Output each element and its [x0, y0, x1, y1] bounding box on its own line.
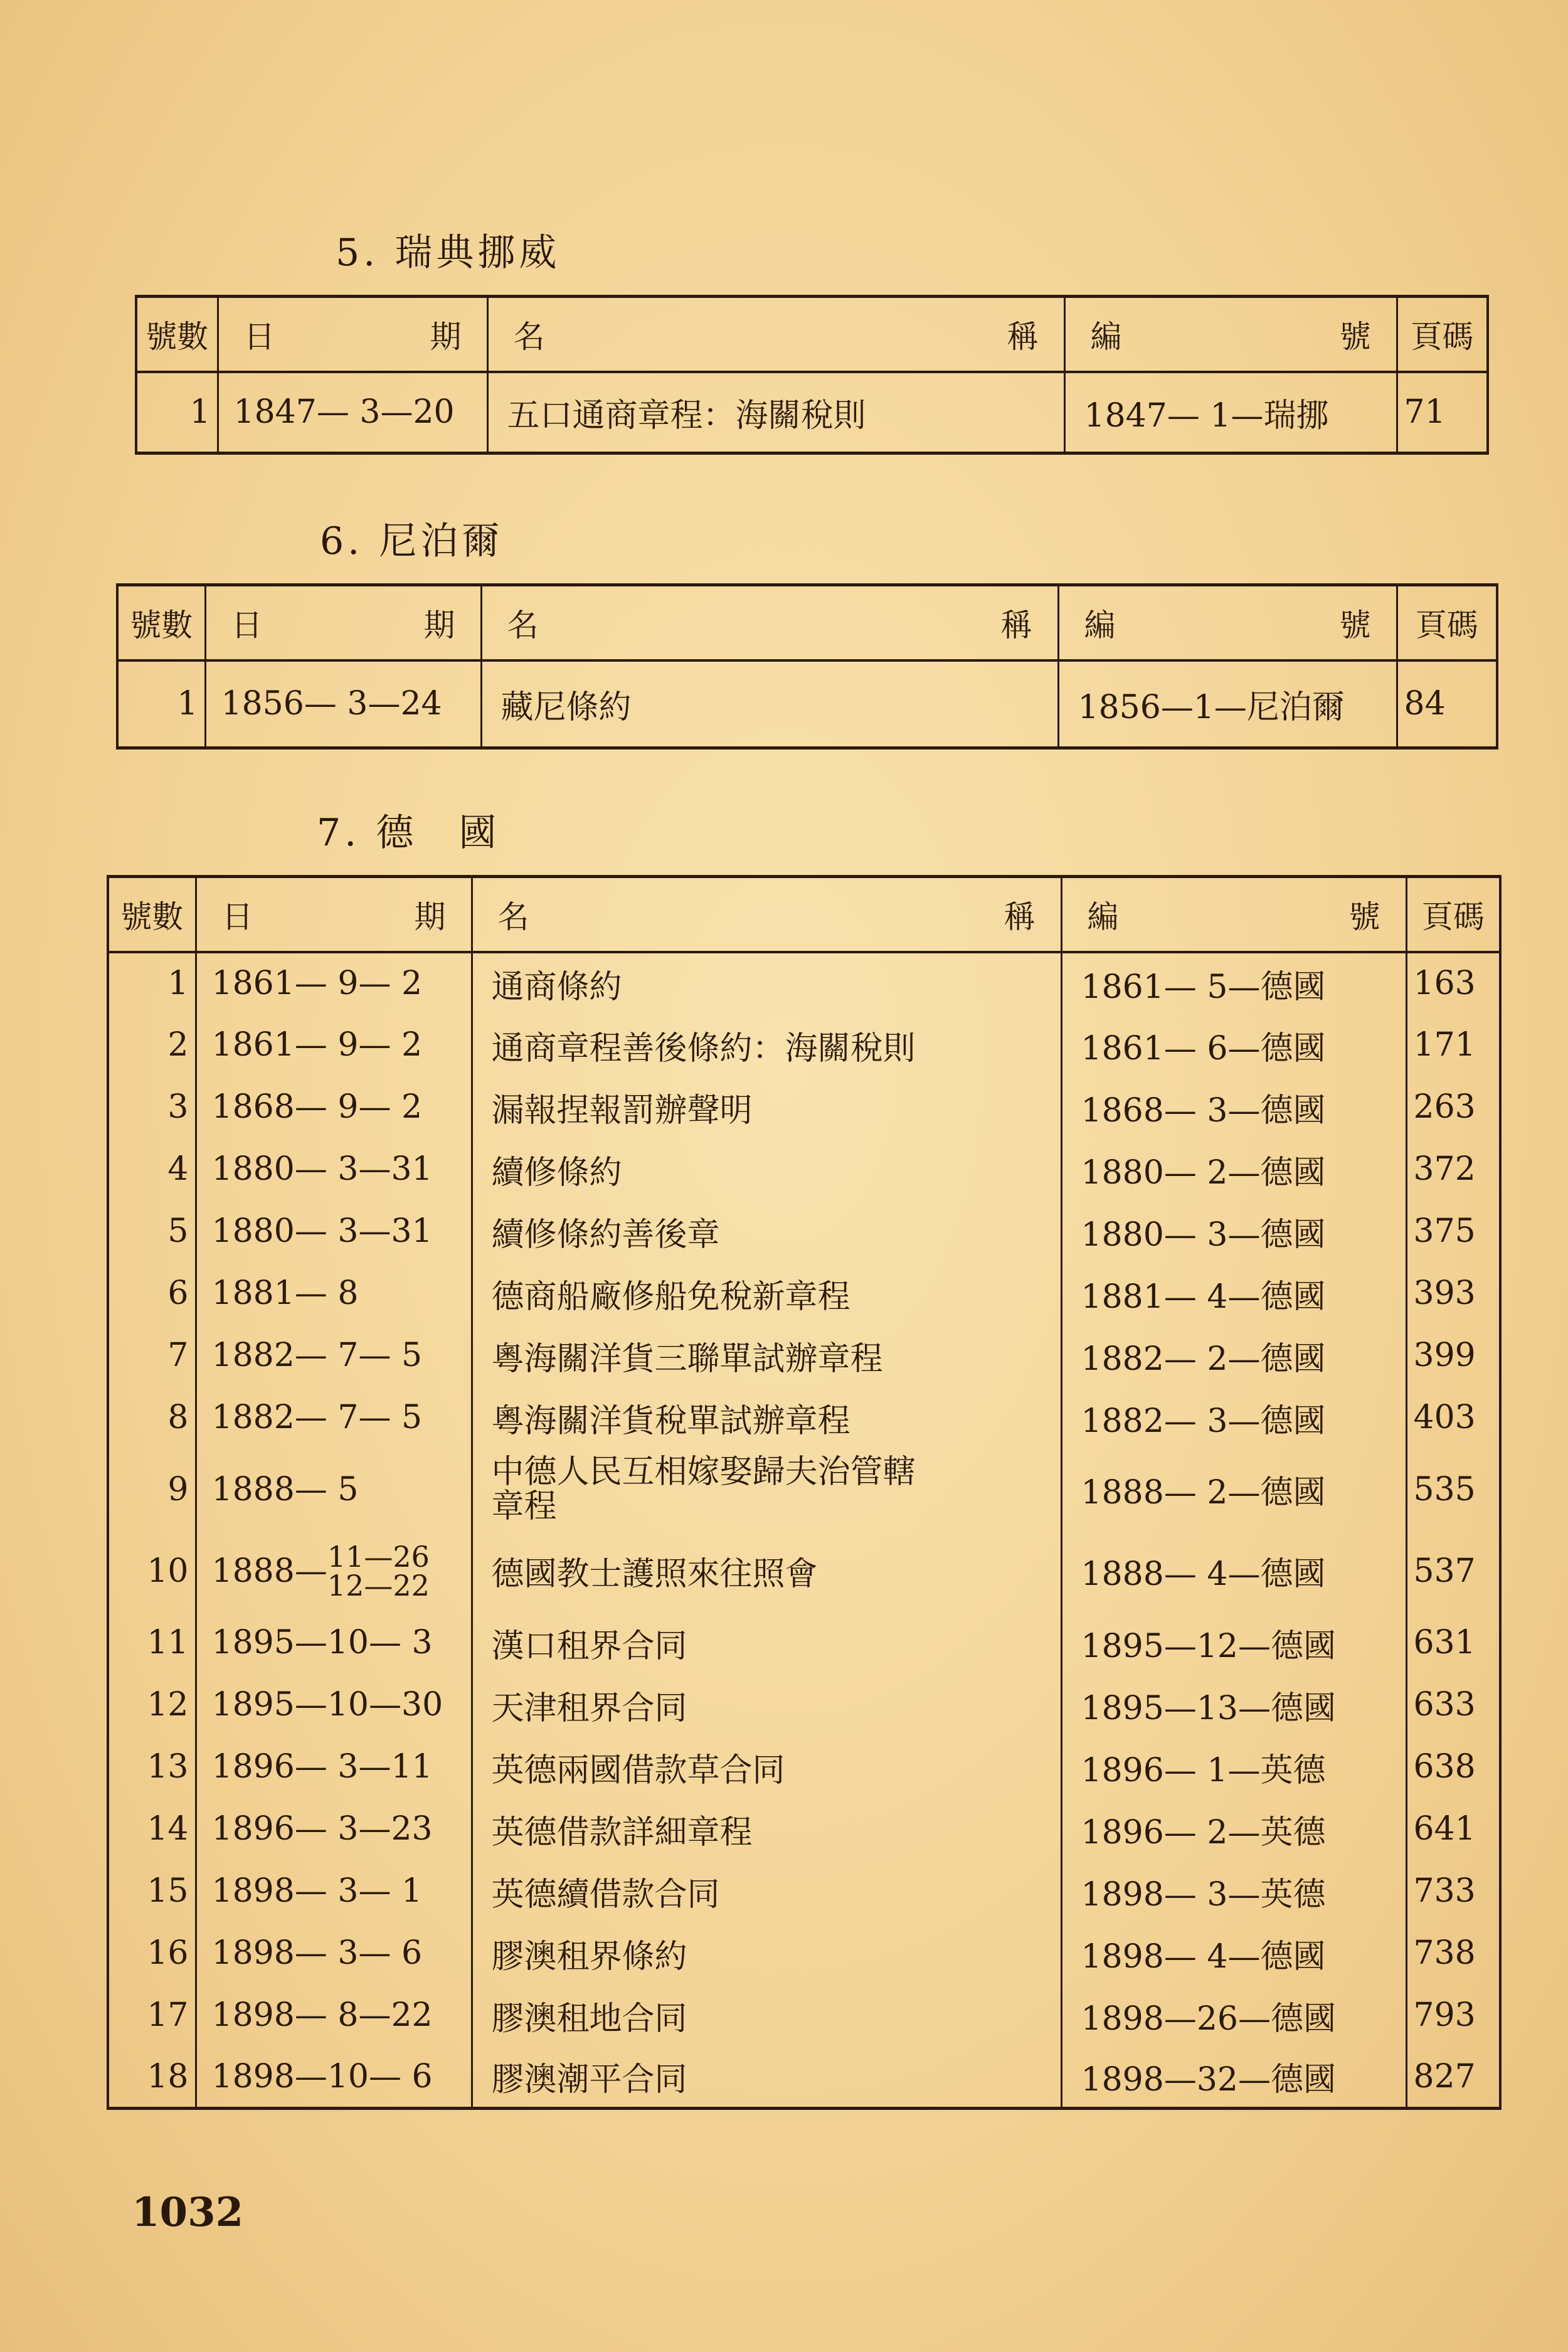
row-num: 11 [108, 1612, 196, 1674]
row-code: 1888— 2—德國 [1061, 1449, 1406, 1530]
header-name: 名 稱 [472, 877, 1061, 952]
table-row [136, 372, 1488, 453]
table-row [108, 1200, 1500, 1263]
row-name: 粵海關洋貨稅單試辦章程 [472, 1387, 1061, 1449]
row-date: 1880— 3—31 [196, 1138, 472, 1200]
header-num: 號數 [108, 877, 196, 952]
header-num: 號數 [117, 585, 205, 660]
row-num: 1 [108, 952, 196, 1014]
section-title-nepal: 6. 尼泊爾 [320, 519, 504, 563]
row-num: 2 [108, 1014, 196, 1076]
section-title-sweden-norway: 5. 瑞典挪威 [336, 231, 561, 275]
row-name: 膠澳租地合同 [472, 1984, 1061, 2047]
table-row [108, 1530, 1500, 1612]
row-num: 17 [108, 1984, 196, 2047]
table-row [108, 1263, 1500, 1325]
table-row [108, 1449, 1500, 1530]
row-num: 7 [108, 1325, 196, 1387]
row-page: 633 [1406, 1674, 1500, 1736]
header-date: 日 期 [196, 877, 472, 952]
row-date: 1880— 3—31 [196, 1200, 472, 1263]
header-name: 名 稱 [481, 585, 1058, 660]
row-page: 372 [1406, 1138, 1500, 1200]
row-code: 1882— 3—德國 [1061, 1387, 1406, 1449]
table-row [108, 1612, 1500, 1674]
row-name: 續修條約 [472, 1138, 1061, 1200]
row-date: 1856— 3—24 [205, 660, 481, 748]
table-row [108, 1984, 1500, 2047]
row-name: 通商章程善後條約：海關稅則 [472, 1014, 1061, 1076]
header-page: 頁碼 [1406, 877, 1500, 952]
table-row [108, 1138, 1500, 1200]
row-name: 德商船廠修船免稅新章程 [472, 1263, 1061, 1325]
row-page: 84 [1397, 660, 1497, 748]
row-page: 399 [1406, 1325, 1500, 1387]
row-page: 375 [1406, 1200, 1500, 1263]
table-row [108, 2047, 1500, 2109]
row-name: 天津租界合同 [472, 1674, 1061, 1736]
header-date: 日 期 [205, 585, 481, 660]
row-name: 膠澳潮平合同 [472, 2047, 1061, 2109]
row-date: 1882— 7— 5 [196, 1387, 472, 1449]
header-name: 名 稱 [487, 297, 1064, 372]
row-date: 1888— 11—26 12—22 [196, 1530, 472, 1612]
row-num: 5 [108, 1200, 196, 1263]
section-title-germany: 7. 德 國 [317, 811, 501, 855]
row-date: 1861— 9— 2 [196, 1014, 472, 1076]
row-name: 膠澳租界條約 [472, 1922, 1061, 1984]
row-num: 3 [108, 1076, 196, 1138]
row-date: 1896— 3—23 [196, 1798, 472, 1860]
row-code: 1861— 5—德國 [1061, 952, 1406, 1014]
row-num: 8 [108, 1387, 196, 1449]
row-num: 4 [108, 1138, 196, 1200]
row-code: 1898— 4—德國 [1061, 1922, 1406, 1984]
row-code: 1898—32—德國 [1061, 2047, 1406, 2109]
row-num: 14 [108, 1798, 196, 1860]
row-code: 1881— 4—德國 [1061, 1263, 1406, 1325]
row-date: 1895—10— 3 [196, 1612, 472, 1674]
row-page: 163 [1406, 952, 1500, 1014]
row-name: 中德人民互相嫁娶歸夫治管轄 章程 [472, 1449, 1061, 1530]
treaty-table-sweden-norway [135, 295, 1489, 455]
header-page: 頁碼 [1397, 585, 1497, 660]
row-date: 1898— 8—22 [196, 1984, 472, 2047]
row-page: 71 [1397, 372, 1488, 453]
table-row [108, 1387, 1500, 1449]
row-page: 733 [1406, 1860, 1500, 1922]
table-header-row [108, 877, 1500, 952]
row-code: 1880— 2—德國 [1061, 1138, 1406, 1200]
row-num: 9 [108, 1449, 196, 1530]
row-date: 1895—10—30 [196, 1674, 472, 1736]
row-name: 五口通商章程：海關稅則 [487, 372, 1064, 453]
row-page: 631 [1406, 1612, 1500, 1674]
row-name: 英德續借款合同 [472, 1860, 1061, 1922]
treaty-table-germany [107, 875, 1502, 2110]
row-date: 1888— 5 [196, 1449, 472, 1530]
row-code: 1895—13—德國 [1061, 1674, 1406, 1736]
row-name: 續修條約善後章 [472, 1200, 1061, 1263]
page-number: 1032 [132, 2189, 244, 2236]
row-code: 1861— 6—德國 [1061, 1014, 1406, 1076]
table-row [108, 1674, 1500, 1736]
row-page: 738 [1406, 1922, 1500, 1984]
table-header-row [117, 585, 1497, 660]
row-code: 1880— 3—德國 [1061, 1200, 1406, 1263]
row-name: 漏報捏報罰辦聲明 [472, 1076, 1061, 1138]
table-header-row [136, 297, 1488, 372]
row-page: 393 [1406, 1263, 1500, 1325]
table-row [108, 1325, 1500, 1387]
row-code: 1898—26—德國 [1061, 1984, 1406, 2047]
row-code: 1868— 3—德國 [1061, 1076, 1406, 1138]
row-date: 1898— 3— 1 [196, 1860, 472, 1922]
row-name: 德國教士護照來往照會 [472, 1530, 1061, 1612]
table-row [108, 1922, 1500, 1984]
row-num: 1 [136, 372, 218, 453]
table-row [108, 1736, 1500, 1798]
row-name: 粵海關洋貨三聯單試辦章程 [472, 1325, 1061, 1387]
row-name: 英德借款詳細章程 [472, 1798, 1061, 1860]
header-code: 編 號 [1061, 877, 1406, 952]
row-name: 漢口租界合同 [472, 1612, 1061, 1674]
row-page: 263 [1406, 1076, 1500, 1138]
row-page: 535 [1406, 1449, 1500, 1530]
row-date: 1881— 8 [196, 1263, 472, 1325]
row-num: 10 [108, 1530, 196, 1612]
row-page: 403 [1406, 1387, 1500, 1449]
row-code: 1896— 1—英德 [1061, 1736, 1406, 1798]
row-date: 1868— 9— 2 [196, 1076, 472, 1138]
row-code: 1895—12—德國 [1061, 1612, 1406, 1674]
header-code: 編 號 [1064, 297, 1397, 372]
row-code: 1888— 4—德國 [1061, 1530, 1406, 1612]
row-name: 英德兩國借款草合同 [472, 1736, 1061, 1798]
header-date: 日 期 [218, 297, 487, 372]
row-page: 537 [1406, 1530, 1500, 1612]
row-code: 1882— 2—德國 [1061, 1325, 1406, 1387]
row-num: 15 [108, 1860, 196, 1922]
row-page: 171 [1406, 1014, 1500, 1076]
row-code: 1847— 1—瑞挪 [1064, 372, 1397, 453]
row-code: 1898— 3—英德 [1061, 1860, 1406, 1922]
table-row [108, 1076, 1500, 1138]
row-num: 16 [108, 1922, 196, 1984]
row-num: 13 [108, 1736, 196, 1798]
table-row [108, 952, 1500, 1014]
treaty-table-nepal [116, 583, 1498, 750]
table-row [117, 660, 1497, 748]
header-code: 編 號 [1058, 585, 1397, 660]
row-num: 12 [108, 1674, 196, 1736]
row-date: 1861— 9— 2 [196, 952, 472, 1014]
row-name: 藏尼條約 [481, 660, 1058, 748]
row-date: 1898—10— 6 [196, 2047, 472, 2109]
row-num: 18 [108, 2047, 196, 2109]
row-date: 1896— 3—11 [196, 1736, 472, 1798]
row-num: 6 [108, 1263, 196, 1325]
row-code: 1856—1—尼泊爾 [1058, 660, 1397, 748]
row-page: 641 [1406, 1798, 1500, 1860]
row-date: 1898— 3— 6 [196, 1922, 472, 1984]
table-row [108, 1014, 1500, 1076]
header-page: 頁碼 [1397, 297, 1488, 372]
row-page: 827 [1406, 2047, 1500, 2109]
header-num: 號數 [136, 297, 218, 372]
row-page: 638 [1406, 1736, 1500, 1798]
table-row [108, 1860, 1500, 1922]
row-page: 793 [1406, 1984, 1500, 2047]
row-num: 1 [117, 660, 205, 748]
table-row [108, 1798, 1500, 1860]
row-code: 1896— 2—英德 [1061, 1798, 1406, 1860]
row-date: 1847— 3—20 [218, 372, 487, 453]
row-date: 1882— 7— 5 [196, 1325, 472, 1387]
row-name: 通商條約 [472, 952, 1061, 1014]
